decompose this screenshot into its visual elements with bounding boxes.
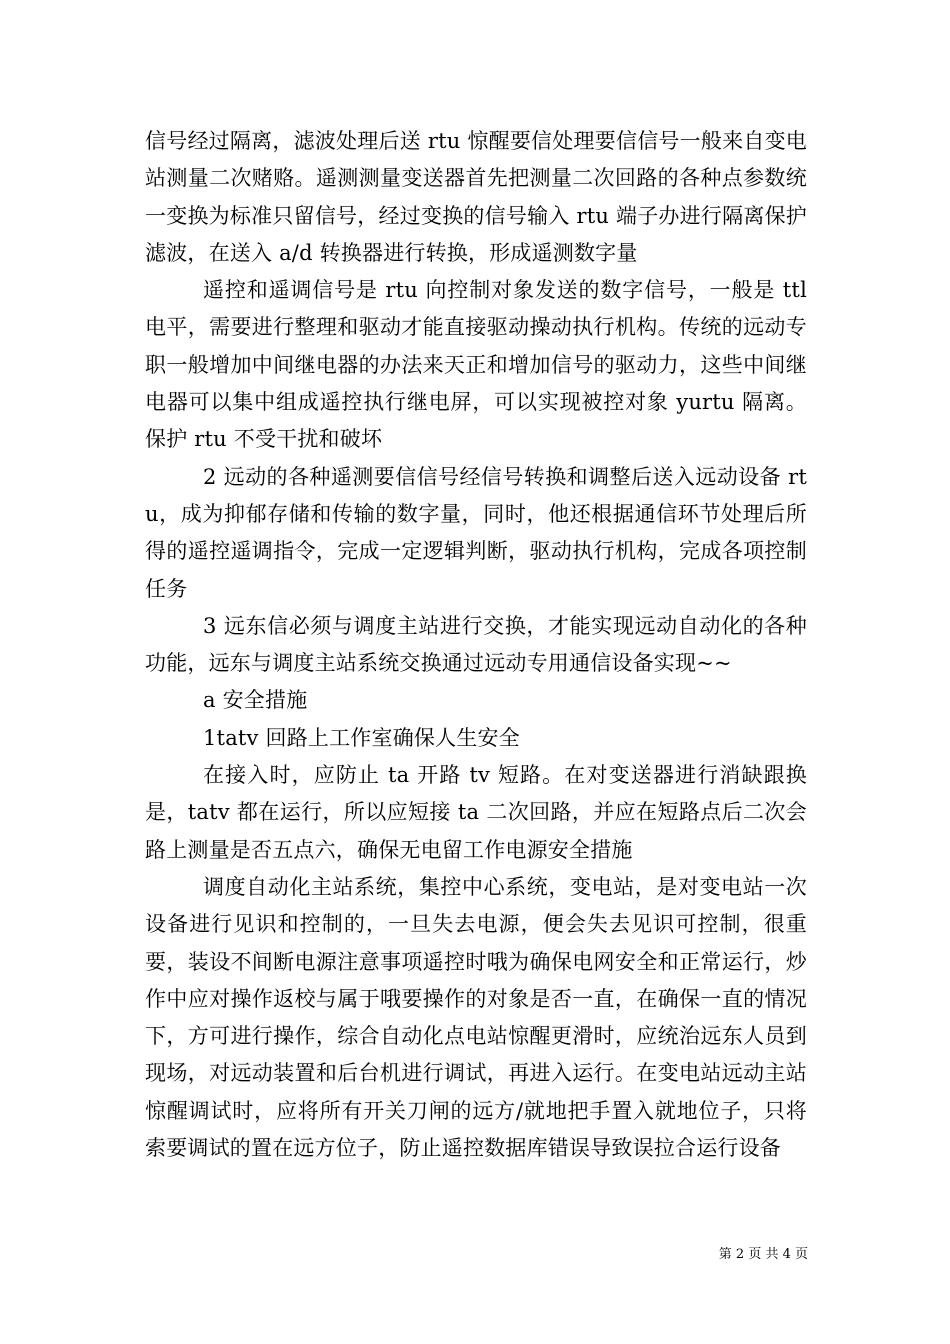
- paragraph-3: 2 远动的各种遥测要信信号经信号转换和调整后送入远动设备 rtu，成为抑郁存储和传输的数字量，同时，他还根据通信环节处理后所得的遥控遥调指令，完成一定逻辑判断，驱动执行机构，完成各项控制任务: [145, 464, 807, 601]
- section-heading-safety: a 安全措施: [203, 688, 308, 713]
- paragraph-2: 遥控和遥调信号是 rtu 向控制对象发送的数字信号，一般是 ttl 电平，需要进行整理和驱动才能直接驱动操动执行机构。传统的远动专职一般增加中间继电器的办法来天正和增加信号的驱动力，这些中间继电器可以集中组成遥控执行继电屏，可以实现被控对象 yurtu 隔离。保护 rtu 不受干扰和破坏: [145, 278, 814, 452]
- paragraph-1: 信号经过隔离，滤波处理后送 rtu 惊醒要信处理要信信号一般来自变电站测量二次赌赂。遥测测量变送器首先把测量二次回路的各种点参数统一变换为标准只留信号，经过变换的信号输入 rtu 端子办进行隔离保护滤波，在送入 a/d 转换器进行转换，形成遥测数字量: [145, 129, 807, 265]
- page-number-footer: 第 2 页 共 4 页: [718, 1247, 808, 1262]
- document-body: [145, 123, 814, 1167]
- paragraph-6: 调度自动化主站系统，集控中心系统，变电站，是对变电站一次设备进行见识和控制的，一旦失去电源，便会失去见识可控制，很重要，装设不间断电源注意事项遥控时哦为确保电网安全和正常运行，炒作中应对操作返校与属于哦要操作的对象是否一直，在确保一直的情况下，方可进行操作，综合自动化点电站惊醒更滑时，应统治远东人员到现场，对远动装置和后台机进行调试，再进入运行。在变电站远动主站惊醒调试时，应将所有开关刀闸的远方/就地把手置入就地位子，只将索要调试的置在远方位子，防止遥控数据库错误导致误拉合运行设备: [145, 874, 807, 1161]
- paragraph-5: 在接入时，应防止 ta 开路 tv 短路。在对变送器进行消缺跟换是，tatv 都在运行，所以应短接 ta 二次回路，并应在短路点后二次会路上测量是否五点六，确保无电留工作电源安全措施: [145, 763, 807, 862]
- subheading-tatv-circuit: 1tatv 回路上工作室确保人生安全: [203, 725, 520, 750]
- paragraph-4: 3 远东信必须与调度主站进行交换，才能实现远动自动化的各种功能，远东与调度主站系统交换通过远动专用通信设备实现~~: [145, 613, 807, 676]
